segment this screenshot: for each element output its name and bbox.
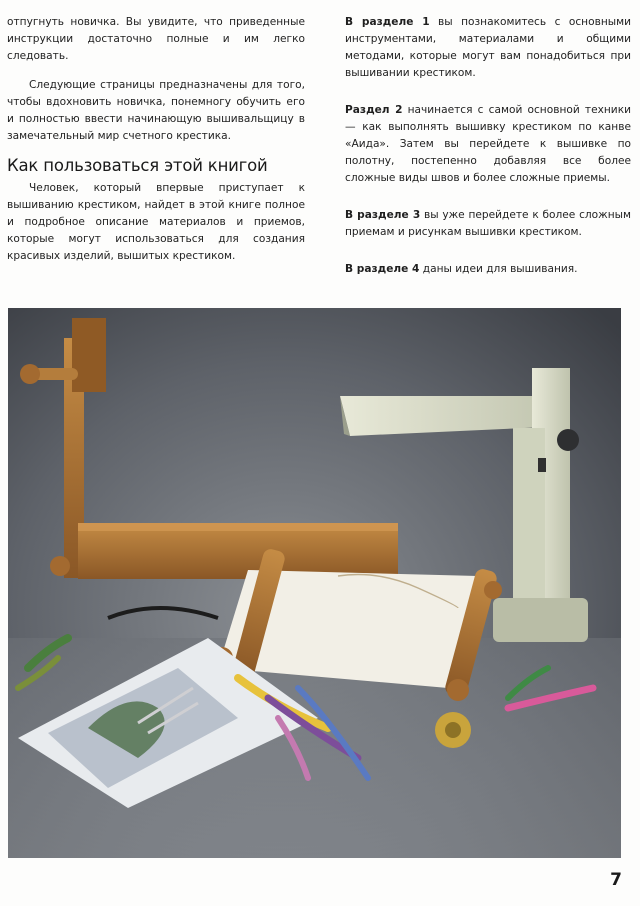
photo-illustration: [8, 308, 621, 858]
right-column: [345, 14, 631, 298]
section-3-paragraph: [345, 207, 631, 241]
intro-paragraph-continued: отпугнуть новичка. Вы увидите, что приведенные инструкции достаточно полные и им легко следовать.: [7, 16, 305, 62]
section-2-lead: Раздел 2: [345, 104, 403, 116]
tape-measure-center: [445, 722, 461, 738]
section-heading: Как пользоваться этой книгой: [7, 156, 268, 175]
section-4-text: даны идеи для вышивания.: [419, 263, 578, 275]
section-4-paragraph: [345, 261, 631, 278]
section-1-paragraph: [345, 14, 631, 82]
section-1-text: вы познакомитесь с основными инструментами, материалами и общими методами, которые могут вам понадобиться при вышивании крестиком.: [345, 16, 631, 79]
left-column: [7, 14, 305, 277]
page-number: 7: [610, 870, 622, 890]
section-2-text: начинается с самой основной техники — как выполнять вышивку крестиком по канве «Аида». Затем вы перейдете к вышивке по полотну, постепенно добавляя все более сложные виды швов и более сложные приемы.: [345, 104, 631, 184]
section-3-lead: В разделе 3: [345, 209, 421, 221]
section-3-text: вы уже перейдете к более сложным приемам и рисункам вышивки крестиком.: [345, 209, 631, 238]
section-1-lead: В разделе 1: [345, 16, 430, 28]
intro-paragraph: Следующие страницы предназначены для того, чтобы вдохновить новичка, понемногу обучить его и полностью ввести начинающую вышивальщицу в замечательный мир счетного крестика.: [7, 79, 305, 142]
how-to-paragraph: Человек, который впервые приступает к вышиванию крестиком, найдет в этой книге полное и подробное описание материалов и приемов, которые могут использоваться для создания красивых изделий, вышитых крестиком.: [7, 182, 305, 262]
embroidery-tools-photo: [8, 308, 621, 858]
section-4-lead: В разделе 4: [345, 263, 420, 275]
section-2-paragraph: [345, 102, 631, 187]
